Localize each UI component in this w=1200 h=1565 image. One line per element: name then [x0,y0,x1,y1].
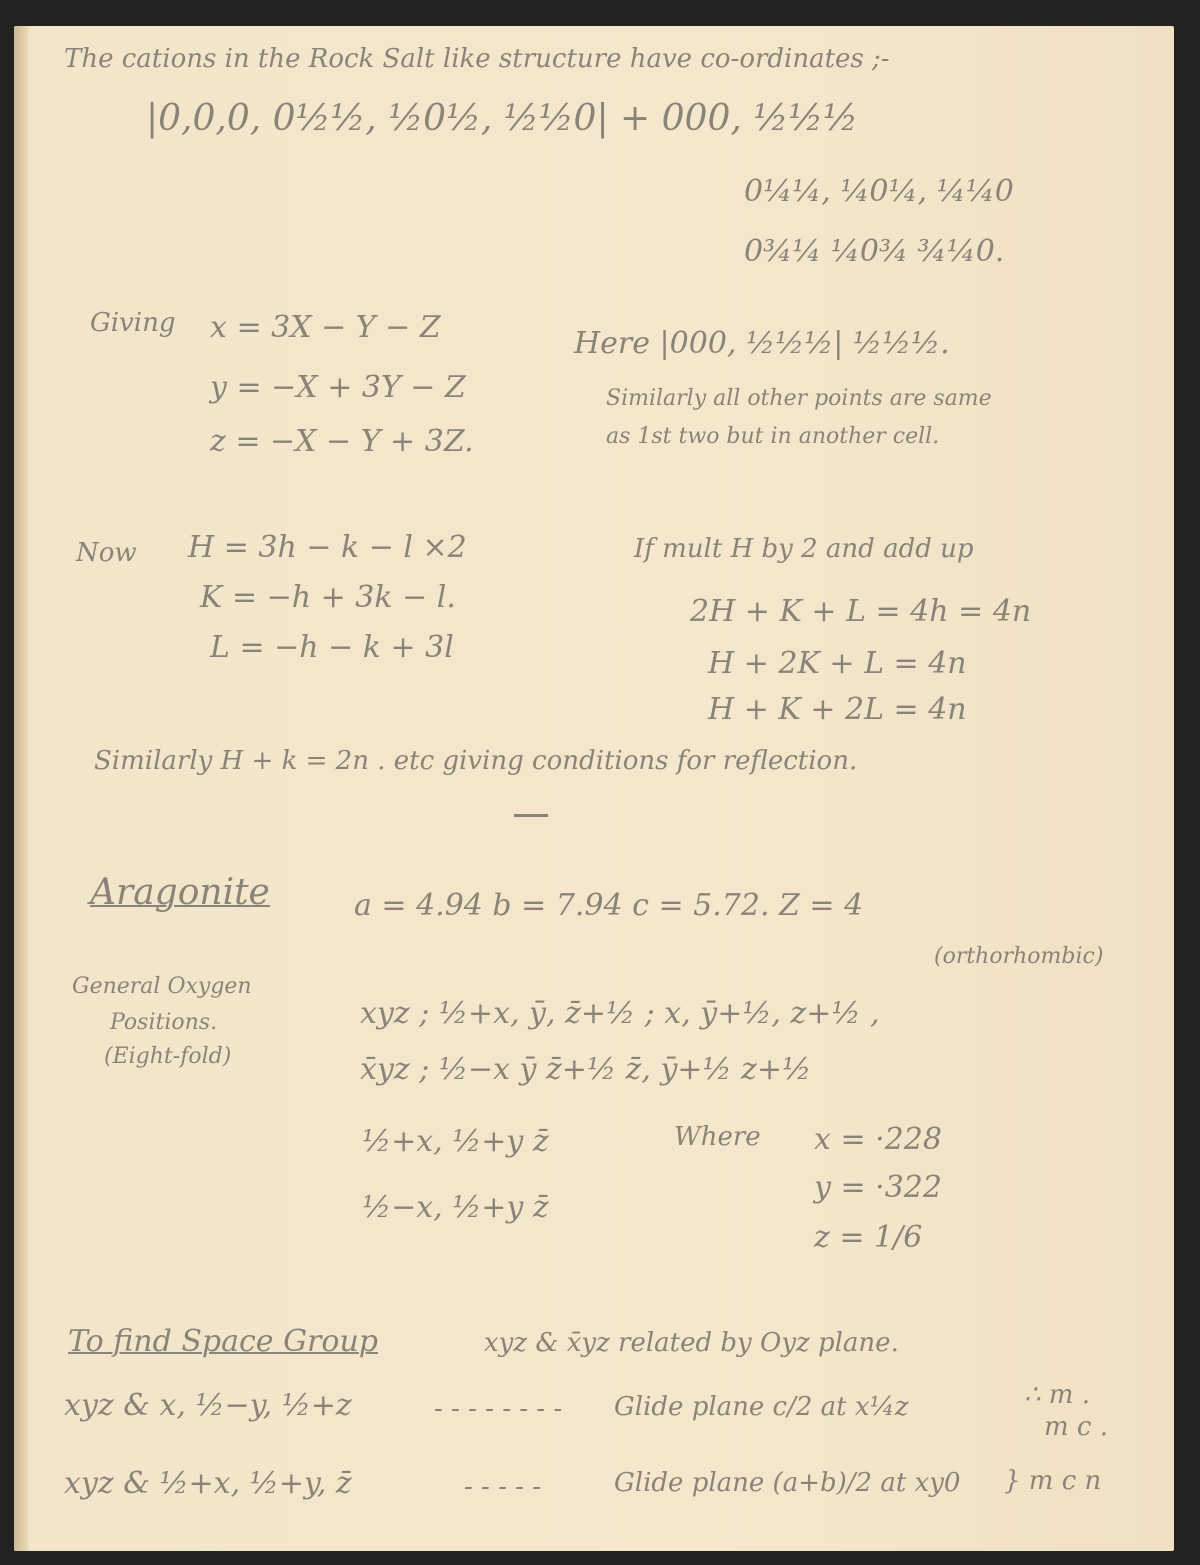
page-gutter [14,26,28,1551]
equation-z: z = −X − Y + 3Z. [210,424,474,459]
notebook-page [14,26,1174,1551]
positions-row-1: xyz ; ½+x, ȳ, z̄+½ ; x, ȳ+½, z+½ , [360,996,880,1031]
positions-row-4: ½−x, ½+y z̄ [362,1190,549,1225]
coordinates-row-1: |0,0,0, 0½½, ½0½, ½½0| + 000, ½½½ [146,98,858,139]
value-z: z = 1/6 [814,1220,923,1255]
separator-dash [514,814,548,817]
positions-row-2: x̄yz ; ½−x ȳ z̄+½ z̄, ȳ+½ z+½ [360,1052,812,1087]
value-y: y = ·322 [814,1170,942,1205]
sum-row-3: H + K + 2L = 4n [708,692,967,727]
value-x: x = ·228 [814,1122,942,1157]
glide-1-pair: xyz & x, ½−y, ½+z [64,1388,352,1423]
reflection-conditions: Similarly H + k = 2n . etc giving conditions for reflection. [94,746,858,776]
similarly-note-1: Similarly all other points are same [606,386,992,411]
equation-H: H = 3h − k − l ×2 [188,530,467,565]
glide-2-plane: Glide plane (a+b)/2 at xy0 [614,1468,961,1498]
eight-fold-label: (Eight-fold) [104,1044,232,1069]
glide-1-symbol: ∴ m . [1024,1380,1090,1410]
where-label: Where [674,1122,761,1152]
glide-1-dots: - - - - - - - - [434,1394,563,1424]
glide-2-dots: - - - - - [464,1472,541,1502]
sum-row-1: 2H + K + L = 4h = 4n [690,594,1032,629]
giving-label: Giving [90,308,176,338]
equation-y: y = −X + 3Y − Z [210,370,466,405]
coordinates-row-3: 0¾¼ ¼0¾ ¾¼0. [744,234,1005,269]
positions-row-3: ½+x, ½+y z̄ [362,1124,549,1159]
here-points: Here |000, ½½½| ½½½. [574,326,950,361]
similarly-note-2: as 1st two but in another cell. [606,424,940,449]
glide-1-plane: Glide plane c/2 at x¼z [614,1392,909,1422]
glide-2-pair: xyz & ½+x, ½+y, z̄ [64,1466,352,1501]
multiply-note: If mult H by 2 and add up [634,534,974,564]
now-label: Now [76,538,137,568]
equation-L: L = −h − k + 3l [210,630,454,665]
glide-1-symbol-2: m c . [1044,1412,1109,1442]
general-oxygen-label: General Oxygen [72,974,252,999]
equation-K: K = −h + 3k − l. [200,580,456,615]
equation-x: x = 3X − Y − Z [210,310,441,345]
intro-line: The cations in the Rock Salt like structure have co-ordinates ;- [64,44,890,74]
sum-row-2: H + 2K + L = 4n [708,646,967,681]
positions-label: Positions. [110,1010,218,1035]
cell-parameters: a = 4.94 b = 7.94 c = 5.72. Z = 4 [354,888,864,923]
aragonite-heading: Aragonite [90,872,270,913]
glide-2-symbol: } m c n [1004,1466,1102,1496]
space-group-heading: To find Space Group [68,1324,378,1359]
coordinates-row-2: 0¼¼, ¼0¼, ¼¼0 [744,174,1014,209]
orthorhombic-note: (orthorhombic) [934,944,1104,969]
related-note: xyz & x̄yz related by Oyz plane. [484,1328,899,1358]
